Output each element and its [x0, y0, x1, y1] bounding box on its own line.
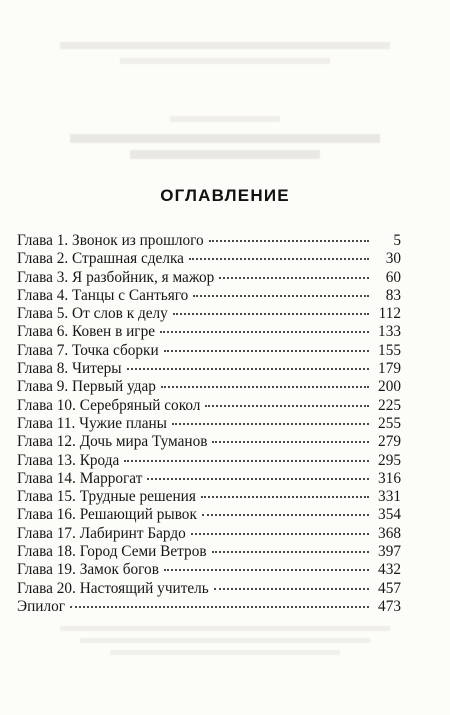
toc-entry-page: 316 — [378, 469, 401, 487]
toc-entry-page: 397 — [378, 543, 401, 561]
toc-entry[interactable] — [17, 269, 401, 287]
dot-leader — [201, 496, 369, 498]
dot-leader — [219, 277, 369, 279]
toc-entry[interactable] — [17, 397, 401, 415]
toc-entry-page: 473 — [378, 597, 401, 615]
toc-entry[interactable] — [17, 561, 401, 579]
toc-entry-page: 225 — [378, 396, 401, 414]
toc-entry-title: Глава 18. Город Семи Ветров — [17, 543, 207, 561]
dot-leader — [205, 405, 369, 407]
bleed-through-lines — [60, 112, 390, 172]
toc-entry[interactable] — [17, 525, 401, 543]
bleed-through-block — [0, 112, 450, 177]
dot-leader — [172, 423, 369, 425]
toc-entry-title: Глава 15. Трудные решения — [17, 488, 196, 506]
toc-entry[interactable] — [17, 452, 401, 470]
toc-entry-title: Глава 9. Первый удар — [17, 378, 156, 396]
toc-heading: ОГЛАВЛЕНИЕ — [160, 186, 290, 205]
dot-leader — [212, 551, 369, 553]
dot-leader — [189, 258, 369, 260]
dot-leader — [160, 331, 369, 333]
toc-entry[interactable] — [17, 470, 401, 488]
dot-leader — [214, 588, 369, 590]
toc-entry-page: 295 — [378, 451, 401, 469]
toc-entry-page: 112 — [378, 305, 401, 323]
dot-leader — [161, 386, 369, 388]
toc-entry[interactable] — [17, 506, 401, 524]
bleed-through-lines — [60, 622, 390, 672]
toc-entry[interactable] — [17, 305, 401, 323]
toc-entry-page: 331 — [378, 488, 401, 506]
dot-leader — [127, 368, 369, 370]
toc-entry-title: Глава 4. Танцы с Сантьяго — [17, 286, 189, 304]
toc-entry[interactable] — [17, 543, 401, 561]
toc-entry-page: 255 — [378, 414, 401, 432]
dot-leader — [70, 606, 369, 608]
toc-entry-title: Глава 17. Лабиринт Бардо — [17, 524, 186, 542]
dot-leader — [164, 350, 369, 352]
toc-entry-title: Глава 10. Серебряный сокол — [17, 396, 201, 414]
dot-leader — [202, 514, 369, 516]
toc-entry[interactable] — [17, 342, 401, 360]
toc-entry-page: 279 — [378, 433, 401, 451]
toc-entry-page: 83 — [385, 286, 401, 304]
toc-entry-title: Глава 3. Я разбойник, я мажор — [17, 268, 215, 286]
dot-leader — [147, 478, 369, 480]
toc-entry-title: Глава 5. От слов к делу — [17, 305, 168, 323]
toc-entry-page: 354 — [378, 506, 401, 524]
toc-entry-title: Глава 11. Чужие планы — [17, 414, 167, 432]
toc-entry-page: 155 — [378, 341, 401, 359]
dot-leader — [193, 295, 369, 297]
toc-entry[interactable] — [17, 378, 401, 396]
toc-entry-title: Глава 12. Дочь мира Туманов — [17, 433, 208, 451]
toc-entry-title: Глава 7. Точка сборки — [17, 341, 159, 359]
toc-entry[interactable] — [17, 580, 401, 598]
toc-entry-page: 200 — [378, 378, 401, 396]
toc-entry-title: Глава 19. Замок богов — [17, 561, 159, 579]
toc-entry-page: 432 — [378, 561, 401, 579]
toc-entry-title: Глава 20. Настоящий учитель — [17, 579, 209, 597]
toc-entry-page: 133 — [378, 323, 401, 341]
toc-entry-title: Глава 6. Ковен в игре — [17, 323, 156, 341]
toc-entry[interactable] — [17, 232, 401, 250]
bleed-through-lines — [60, 38, 390, 78]
toc-entry-page: 179 — [378, 360, 401, 378]
dot-leader — [164, 569, 369, 571]
toc-entry[interactable] — [17, 250, 401, 268]
toc-entry-page: 5 — [393, 232, 401, 249]
bleed-through-block — [0, 622, 450, 677]
toc-entry[interactable] — [17, 598, 401, 616]
table-of-contents — [17, 232, 401, 616]
toc-entry-title: Глава 1. Звонок из прошлого — [17, 232, 204, 249]
toc-entry[interactable] — [17, 415, 401, 433]
dot-leader — [212, 441, 369, 443]
dot-leader — [191, 533, 369, 535]
bleed-through-block — [0, 38, 450, 83]
dot-leader — [124, 460, 369, 462]
toc-entry-title: Эпилог — [17, 597, 66, 615]
toc-entry-title: Глава 2. Страшная сделка — [17, 250, 184, 268]
dot-leader — [173, 313, 369, 315]
toc-entry[interactable] — [17, 287, 401, 305]
toc-entry-title: Глава 13. Крода — [17, 451, 120, 469]
toc-entry-title: Глава 8. Читеры — [17, 360, 122, 378]
toc-entry[interactable] — [17, 360, 401, 378]
toc-entry[interactable] — [17, 488, 401, 506]
toc-entry[interactable] — [17, 323, 401, 341]
toc-entry-title: Глава 14. Маррогат — [17, 469, 143, 487]
toc-entry-page: 60 — [385, 268, 401, 286]
dot-leader — [209, 240, 369, 242]
toc-entry-page: 457 — [378, 579, 401, 597]
toc-entry[interactable] — [17, 433, 401, 451]
toc-entry-page: 368 — [378, 524, 401, 542]
toc-entry-page: 30 — [385, 250, 401, 268]
toc-entry-title: Глава 16. Решающий рывок — [17, 506, 197, 524]
